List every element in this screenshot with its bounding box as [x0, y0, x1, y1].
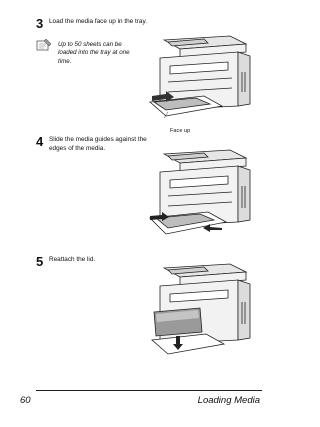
step-number: 5 — [36, 254, 44, 269]
note-pencil-icon — [36, 38, 52, 52]
note-text: Up to 50 sheets can be loaded into the tray at one time. — [58, 41, 130, 65]
footer-title: Loading Media — [197, 395, 260, 406]
figure-caption: Face up — [170, 128, 191, 134]
step-text: Slide the media guides against the edges of the media. — [49, 136, 147, 152]
step-number: 3 — [36, 16, 44, 31]
printer-illustration-reattach-lid — [146, 262, 256, 362]
page-number: 60 — [20, 395, 31, 406]
step-text: Reattach the lid. — [49, 256, 96, 263]
step-text: Load the media face up in the tray. — [49, 18, 147, 25]
footer-rule — [36, 390, 262, 391]
printer-illustration-media-guides — [146, 142, 256, 242]
step-number: 4 — [36, 134, 44, 149]
printer-illustration-load-media — [146, 22, 256, 122]
